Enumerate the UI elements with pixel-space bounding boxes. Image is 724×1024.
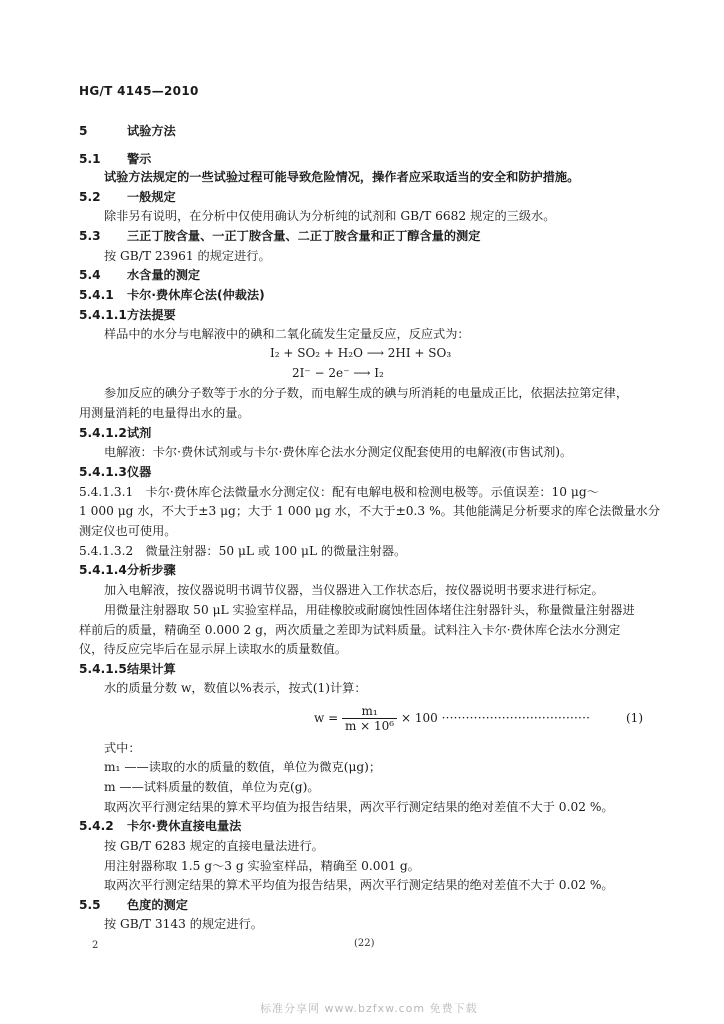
paragraph-line-p542c: 取两次平行测定结果的算术平均值为报告结果，两次平行测定结果的绝对差值不大于 0.02 %。 [104,878,614,892]
formula-leader: ····································· [441,711,591,725]
paragraph-line-p55: 按 GB/T 3143 的规定进行。 [104,917,263,931]
section-title: 卡尔·费休库仑法(仲裁法) [127,288,265,302]
section-heading-sec5413 [79,465,151,480]
paragraph-line-p5412: 电解液：卡尔·费休试剂或与卡尔·费休库仑法水分测定仪配套使用的电解液(市售试剂)。 [104,445,573,459]
section-heading-sec5 [79,124,176,139]
section-heading-sec5415 [79,662,176,677]
section-number: 5.5 [79,898,101,912]
section-number: 5.4.1.5 [79,662,127,676]
section-title: 分析步骤 [127,563,176,577]
paragraph-line-p5414b: 用微量注射器取 50 μL 实验室样品，用硅橡胶或耐腐蚀性固体堵住注射器针头，称量微量注射器进 [104,603,635,617]
paragraph-line-p_m: m ——试料质量的数值，单位为克(g)。 [104,780,320,794]
paragraph-line-p5414c: 样前后的质量，精确至 0.000 2 g，两次质量之差即为试料质量。试料注入卡尔·费休库仑法水分测定 [79,623,621,637]
section-number: 5.4.2 [79,819,114,833]
section-number: 5 [79,124,88,138]
paragraph-line-p5411: 样品中的水分与电解液中的碘和二氧化硫发生定量反应，反应式为： [104,327,470,341]
paragraph-line-p542b: 用注射器称取 1.5 g～3 g 实验室样品，精确至 0.001 g。 [104,859,420,873]
section-title: 一般规定 [127,190,176,204]
paragraph-line-p5414d: 仪，待反应完毕后在显示屏上读取水的质量数值。 [79,642,348,656]
standard-number: HG/T 4145—2010 [79,84,199,98]
section-title: 仪器 [127,465,152,479]
section-title: 结果计算 [127,662,176,676]
page-center-number: (22) [354,938,375,949]
section-title: 试剂 [127,426,152,440]
section-heading-sec5412 [79,426,151,441]
section-number: 5.4.1.3 [79,465,127,479]
paragraph-line-p542a: 按 GB/T 6283 规定的直接电量法进行。 [104,839,324,853]
paragraph-line-p_where: 式中： [104,741,141,755]
section-heading-sec53 [79,229,480,244]
section-number: 5.2 [79,190,101,204]
formula-label: (1) [626,711,643,725]
section-number: 5.4.1.1 [79,308,127,322]
section-heading-sec54 [79,268,200,283]
paragraph-line-p51: 试验方法规定的一些试验过程可能导致危险情况，操作者应采取适当的安全和防护措施。 [104,170,580,184]
reaction-equation-1: I₂ + SO₂ + H₂O ⟶ 2HI + SO₃ [270,346,452,360]
section-number: 5.4.1 [79,288,114,302]
paragraph-line-p54131: 5.4.1.3.1 卡尔·费休库仑法微量水分测定仪：配有电解电极和检测电极等。示值误差：10 μg～ [79,485,599,499]
paragraph-line-p54131b: 1 000 μg 水，不大于±3 μg；大于 1 000 μg 水，不大于±0.3 %。其他能满足分析要求的库仑法微量水分 [79,504,661,518]
section-number: 5.4 [79,268,101,282]
formula-denominator: m × 10⁶ [344,719,395,733]
section-number: 5.1 [79,152,101,166]
formula-fraction [342,704,397,733]
formula-numerator: m₁ [342,704,397,719]
section-heading-sec51 [79,152,151,167]
section-number: 5.3 [79,229,101,243]
section-heading-sec52 [79,190,176,205]
section-heading-sec5411 [79,308,176,323]
reaction-equation-2: 2I⁻ − 2e⁻ ⟶ I₂ [292,366,384,380]
paragraph-line-p5411b: 参加反应的碘分子数等于水的分子数，而电解生成的碘与所消耗的电量成正比，依据法拉第定律， [104,386,629,400]
page-number: 2 [92,940,99,951]
paragraph-line-p54131c: 测定仪也可使用。 [79,524,177,538]
section-title: 卡尔·费休直接电量法 [127,819,242,833]
paragraph-line-p_avg1: 取两次平行测定结果的算术平均值为报告结果，两次平行测定结果的绝对差值不大于 0.02 %。 [104,800,614,814]
formula-lhs: w = [314,711,339,725]
paragraph-line-p52: 除非另有说明，在分析中仅使用确认为分析纯的试剂和 GB/T 6682 规定的三级水。 [104,209,556,223]
section-title: 水含量的测定 [127,268,201,282]
formula-rhs: × 100 [400,711,438,725]
paragraph-line-p5411c: 用测量消耗的电量得出水的量。 [79,406,250,420]
section-title: 试验方法 [127,124,176,138]
section-title: 警示 [127,152,152,166]
section-number: 5.4.1.2 [79,426,127,440]
section-title: 三正丁胺含量、一正丁胺含量、二正丁胺含量和正丁醇含量的测定 [127,229,481,243]
section-title: 色度的测定 [127,898,188,912]
section-heading-sec541 [79,288,265,303]
section-title: 方法提要 [127,308,176,322]
paragraph-line-p5414a: 加入电解液，按仪器说明书调节仪器，当仪器进入工作状态后，按仪器说明书要求进行标定。 [104,583,604,597]
section-heading-sec55 [79,898,188,913]
section-heading-sec542 [79,819,241,834]
paragraph-line-p5415: 水的质量分数 w，数值以%表示，按式(1)计算： [104,681,367,695]
paragraph-line-p54132: 5.4.1.3.2 微量注射器：50 μL 或 100 μL 的微量注射器。 [79,544,407,558]
section-number: 5.4.1.4 [79,563,127,577]
section-heading-sec5414 [79,563,176,578]
paragraph-line-p53: 按 GB/T 23961 的规定进行。 [104,249,271,263]
paragraph-line-p_m1: m₁ ——读取的水的质量的数值，单位为微克(μg)； [104,760,382,774]
formula-1 [314,703,590,733]
watermark: 标准分享网 www.bzfxw.com 免费下载 [260,1002,478,1015]
